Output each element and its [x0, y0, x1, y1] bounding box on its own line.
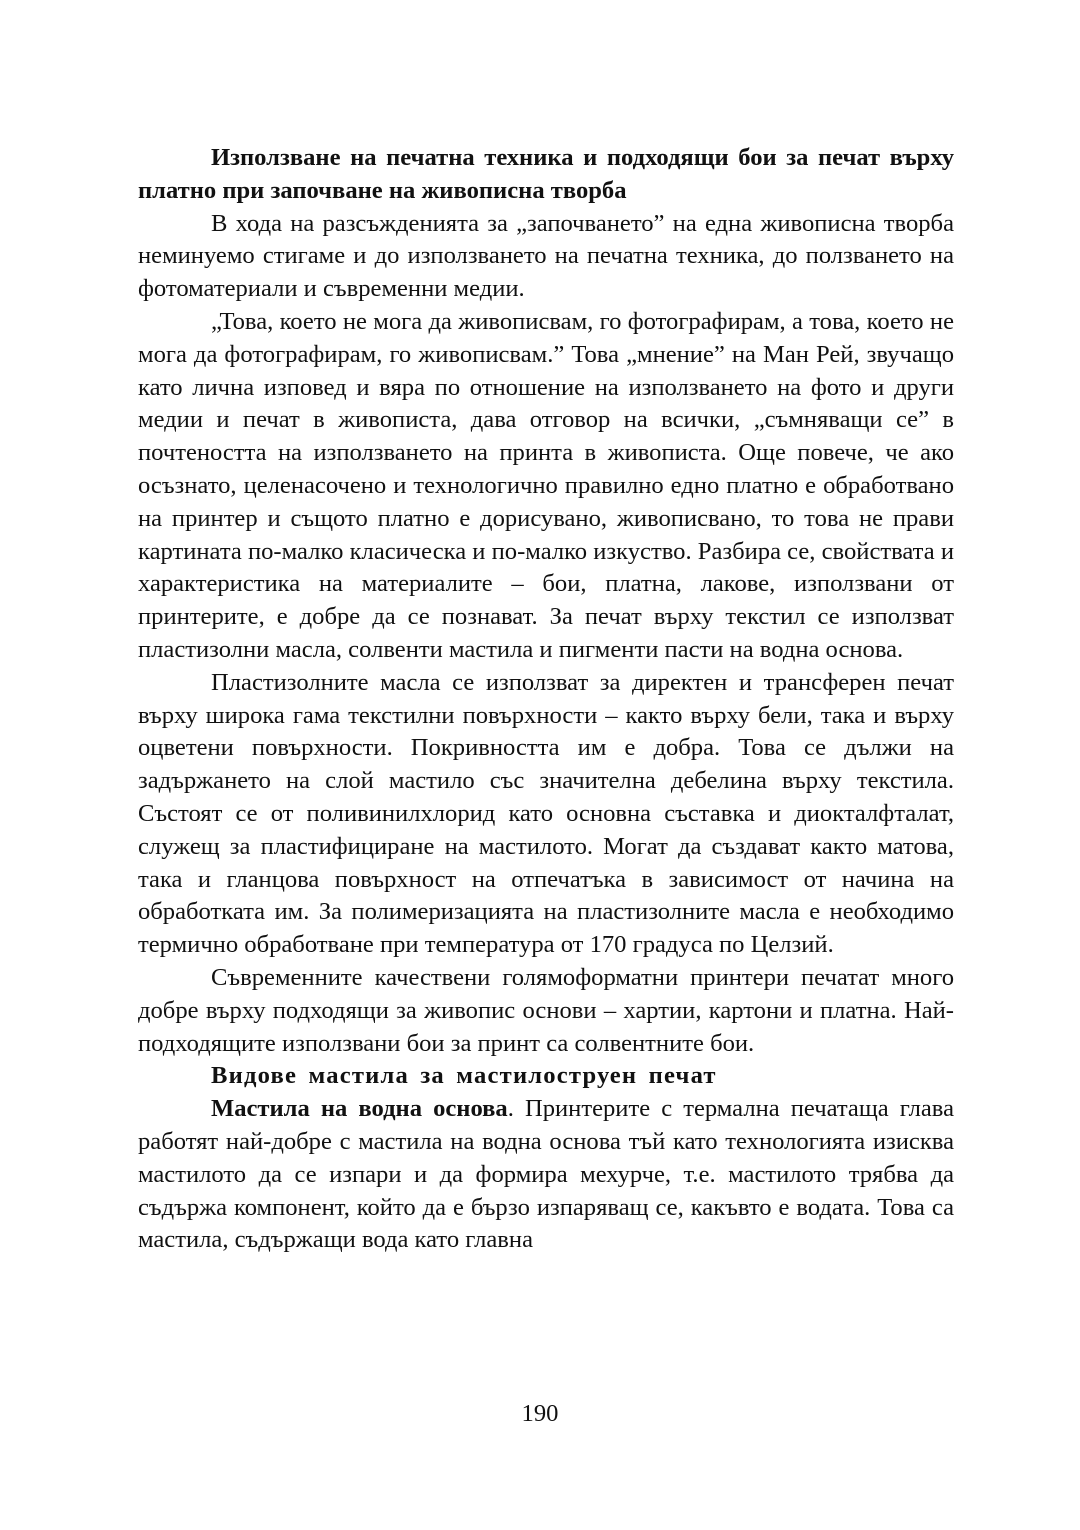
paragraph-text: . Принтерите с термална печатаща глава работят най-добре с мастила на водна основа тъй като технологията изисква мастилото да се изпари и да формира мехурче, т.е. мастилото трябва да съдържа компонент, който да е бързо изпаряващ се, какъвто е водата. Това са мастила, съдържащи вода като главна: [138, 1095, 954, 1254]
body-paragraph: В хода на разсъжденията за „започването” на една живописна творба неминуемо стигаме и до използването на печатна техника, до ползването на фотоматериали и съвременни медии.: [138, 209, 954, 303]
section-heading: Използване на печатна техника и подходящи бои за печат върху платно при започване на живописна творба: [138, 144, 954, 204]
body-paragraph: [138, 1093, 954, 1257]
body-paragraph: Съвременните качествени голямоформатни принтери печатат много добре върху подходящи за живопис основи – хартии, картони и платна. Най-подходящите използвани бои за принт са солвентните бои.: [138, 963, 954, 1057]
paragraph-lead-term: Мастила на водна основа: [211, 1095, 508, 1123]
body-paragraph: „Това, което не мога да живописвам, го фотографирам, а това, което не мога да фотографирам, го живописвам.” Това „мнение” на Ман Рей, звучащо като лична изповед и вяра по отношение на използването на фото и други медии и печат в живописта, дава отговор на всички, „съмняващи се” в почтеността на използването на принта в живописта. Още повече, че ако осъзнато, целенасочено и технологично правилно едно платно е обработвано на принтер и същото платно е дорисувано, живописвано, то това не прави картината по-малко класическа и по-малко изкуство. Разбира се, свойствата и характеристика на материалите – бои, платна, лакове, използвани от принтерите, е добре да се познават. За печат върху текстил се използват пластизолни масла, солвенти мастила и пигменти пасти на водна основа.: [138, 307, 954, 663]
body-paragraph: Пластизолните масла се използват за директен и трансферен печат върху широка гама текстилни повърхности – както върху бели, така и върху оцветени повърхности. Покривността им е добра. Това се дължи на задържането на слой мастило със значителна дебелина върху текстила. Състоят се от поливинилхлорид като основна съставка и диокталфталат, служещ за пластифициране на мастилото. Могат да създават както матова, така и гланцова повърхност на отпечатъка в зависимост от начина на обработката им. За полимеризацията на пластизолните масла е необходимо термично обработване при температура от 170 градуса по Целзий.: [138, 668, 954, 959]
subsection-heading: Видове мастила за мастилоструен печат: [211, 1062, 717, 1090]
page-body: [138, 142, 954, 1257]
page-number: 190: [521, 1400, 559, 1427]
